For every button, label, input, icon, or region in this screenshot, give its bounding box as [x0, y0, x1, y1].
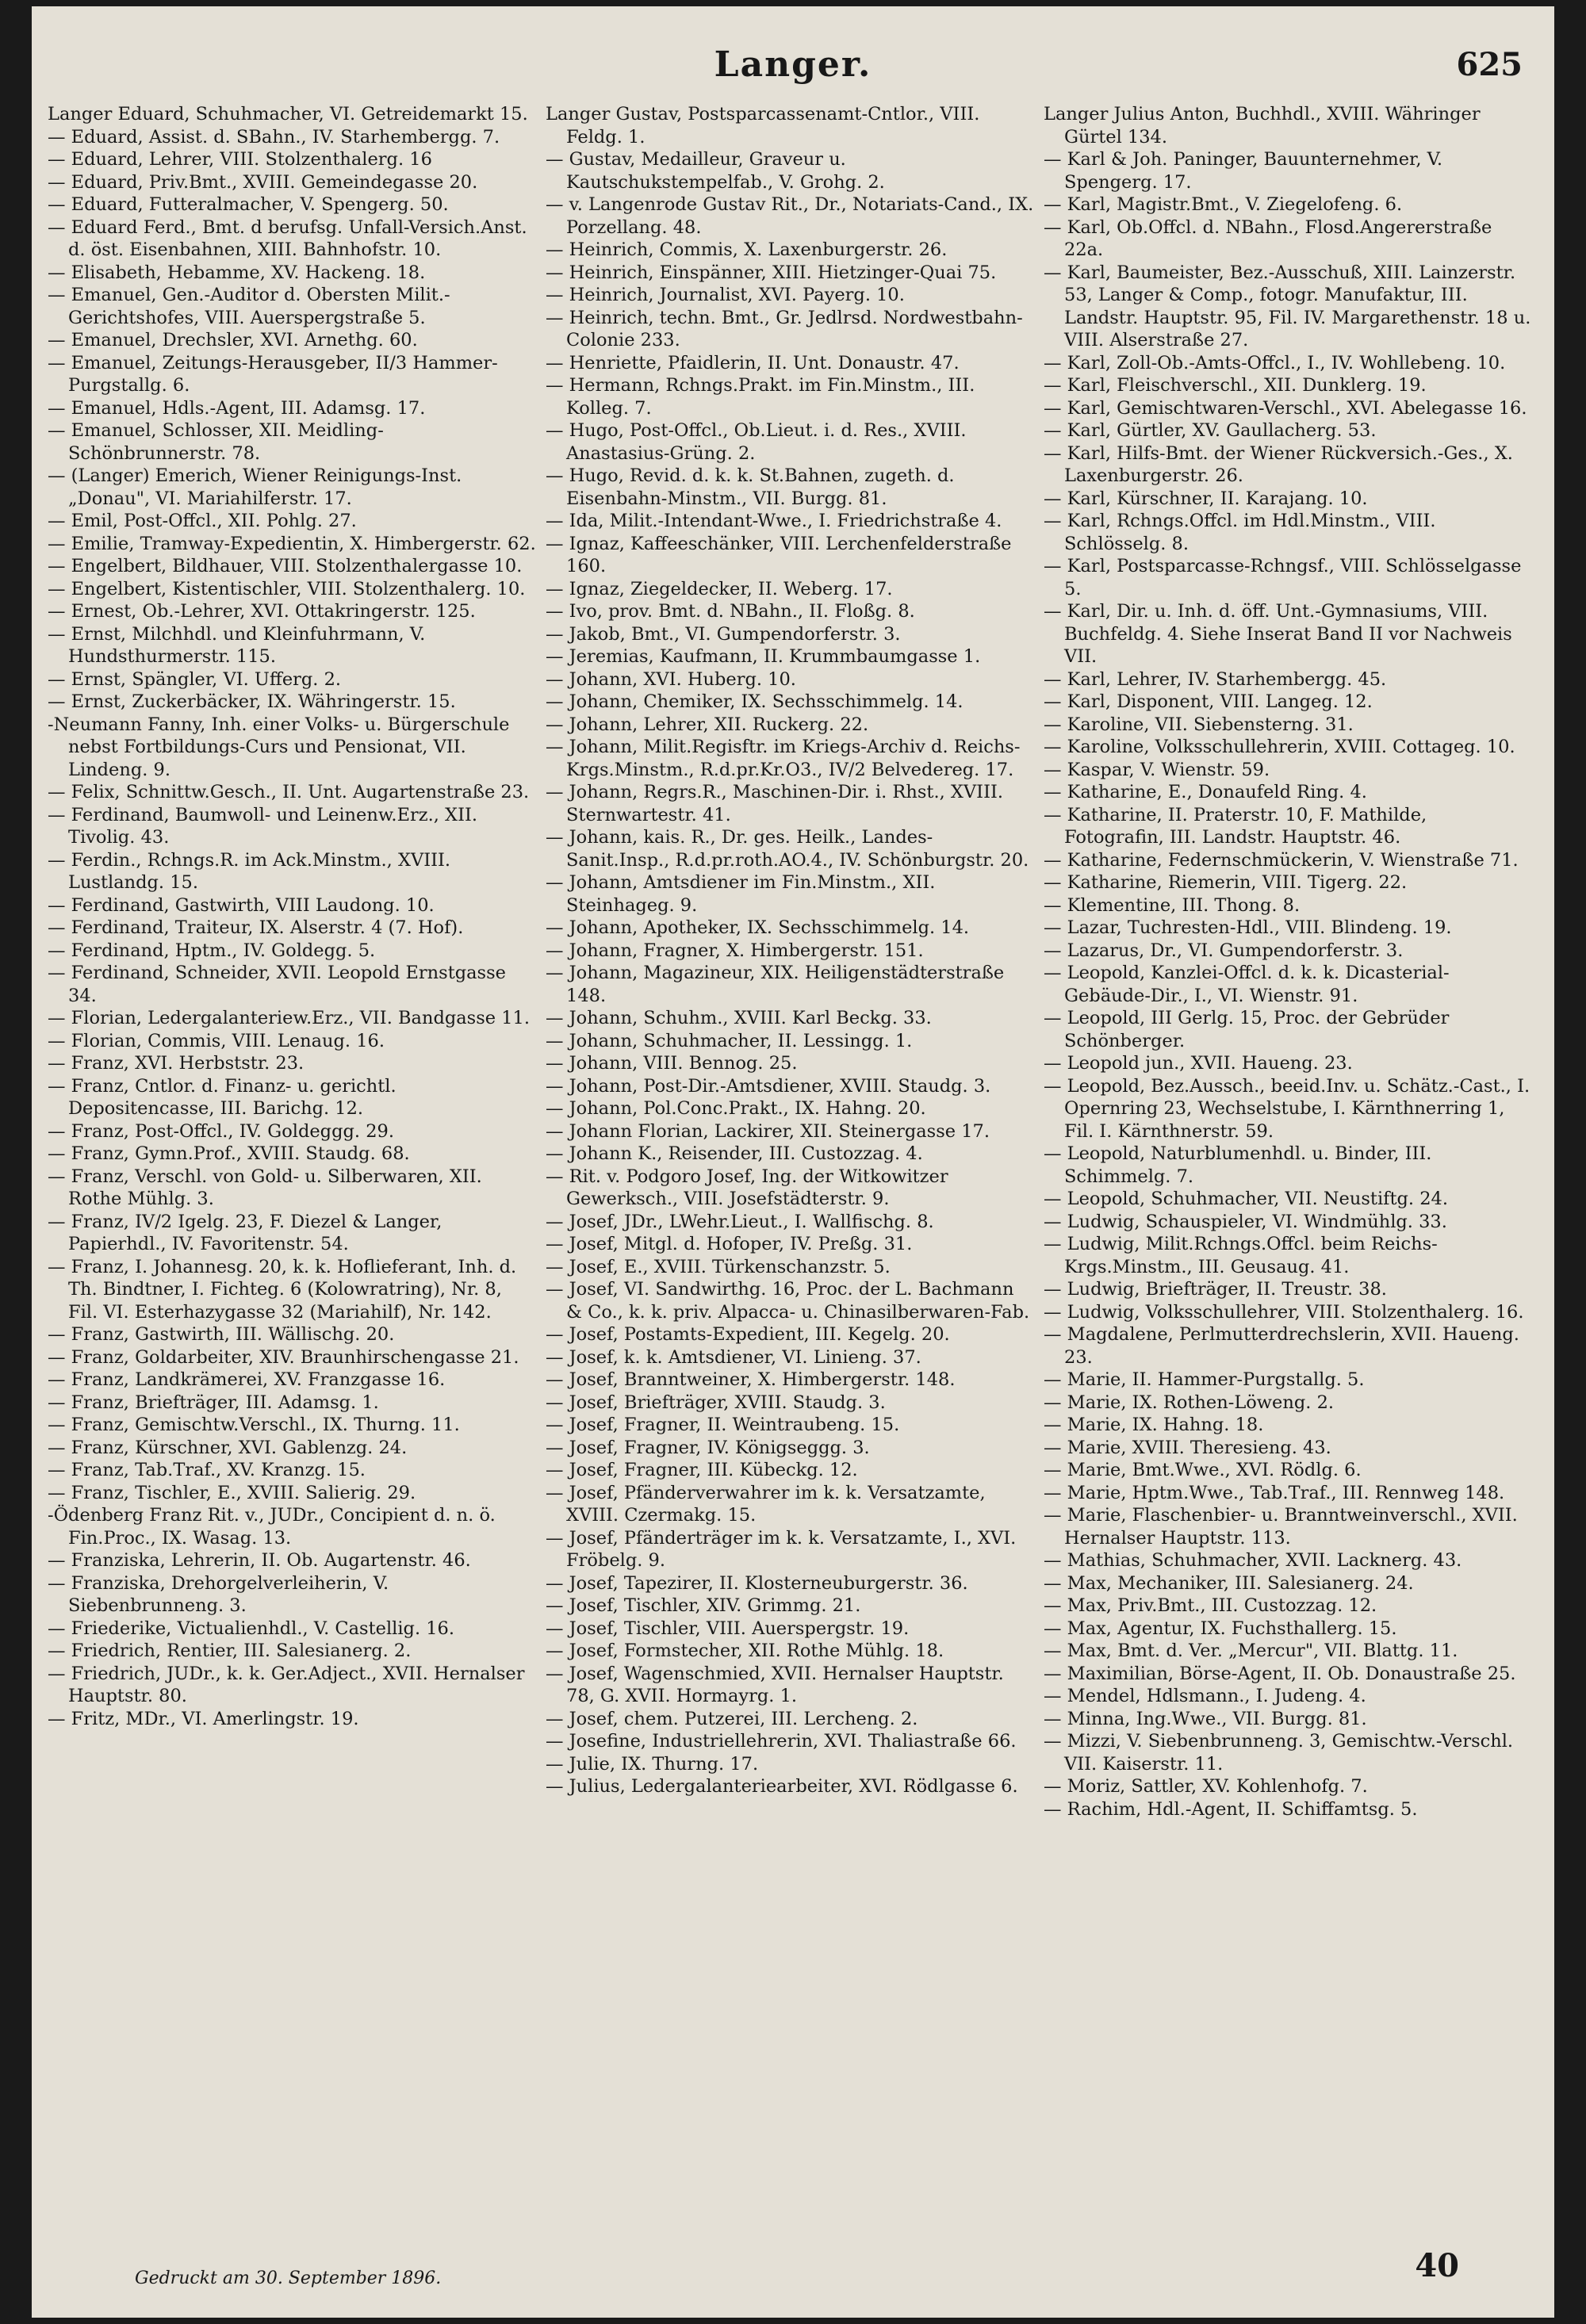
directory-entry: — Max, Agentur, IX. Fuchsthallerg. 15.	[1044, 1618, 1397, 1639]
directory-entry: — Johann, Fragner, X. Himbergerstr. 151.	[546, 940, 924, 961]
directory-entry: — Johann, Post-Dir.-Amtsdiener, XVIII. Staudg. 3.	[546, 1075, 991, 1097]
directory-entry: — Franz, XVI. Herbststr. 23.	[48, 1053, 305, 1074]
directory-entry: -Neumann Fanny, Inh. einer Volks- u. Bürgerschule nebst Fortbildungs-Curs und Pensionat, VII. Lindeng. 9.	[48, 714, 510, 780]
directory-entry: — Emilie, Tramway-Expedientin, X. Himbergerstr. 62.	[48, 533, 536, 554]
directory-entry: — Emanuel, Zeitungs-Herausgeber, II/3 Hammer-Purgstallg. 6.	[48, 352, 498, 396]
directory-entry: — Heinrich, Commis, X. Laxenburgerstr. 26.	[546, 239, 948, 260]
directory-entry: Langer Eduard, Schuhmacher, VI. Getreidemarkt 15.	[48, 104, 528, 124]
directory-entry: — Leopold, Bez.Aussch., beeid.Inv. u. Schätz.-Cast., I. Opernring 23, Wechselstube, I. Kärnthnerring 1, Fil. I. Kärnthnerstr. 59.	[1044, 1075, 1530, 1142]
directory-page	[32, 6, 1554, 2318]
directory-entry: — Leopold jun., XVII. Haueng. 23.	[1044, 1053, 1353, 1074]
directory-entry: — Johann, XVI. Huberg. 10.	[546, 668, 796, 690]
directory-entry: — Josef, Tischler, XIV. Grimmg. 21.	[546, 1595, 861, 1616]
directory-entry: — Josef, Wagenschmied, XVII. Hernalser Hauptstr. 78, G. XVII. Hormayrg. 1.	[546, 1663, 1004, 1706]
directory-entry: — Ferdin., Rchngs.R. im Ack.Minstm., XVIII. Lustlandg. 15.	[48, 849, 451, 893]
directory-entry: — Rit. v. Podgoro Josef, Ing. der Witkowitzer Gewerksch., VIII. Josefstädterstr. 9.	[546, 1166, 948, 1209]
directory-entry: — Karl, Kürschner, II. Karajang. 10.	[1044, 488, 1368, 509]
directory-entry: — Mendel, Hdlsmann., I. Judeng. 4.	[1044, 1686, 1366, 1706]
directory-entry: — Eduard, Priv.Bmt., XVIII. Gemeindegasse 20.	[48, 171, 478, 193]
directory-entry: — Franz, Gymn.Prof., XVIII. Staudg. 68.	[48, 1143, 410, 1164]
page-title: Langer.	[714, 44, 872, 85]
directory-entry: — Max, Bmt. d. Ver. „Mercur", VII. Blattg. 11.	[1044, 1641, 1458, 1661]
directory-entry: — Ferdinand, Traiteur, IX. Alserstr. 4 (7. Hof).	[48, 917, 464, 938]
directory-entry: — Friedrich, Rentier, III. Salesianerg. 2.	[48, 1641, 412, 1661]
directory-entry: — Kaspar, V. Wienstr. 59.	[1044, 759, 1270, 780]
directory-entry: — Johann K., Reisender, III. Custozzag. 4.	[546, 1143, 923, 1164]
directory-entry: — Emanuel, Hdls.-Agent, III. Adamsg. 17.	[48, 397, 426, 419]
directory-entry: — Ernst, Zuckerbäcker, IX. Währingerstr. 15.	[48, 691, 456, 712]
directory-entry: — Maximilian, Börse-Agent, II. Ob. Donaustraße 25.	[1044, 1663, 1516, 1684]
directory-entry: — Marie, IX. Rothen-Löweng. 2.	[1044, 1392, 1335, 1413]
directory-entry: — Emanuel, Gen.-Auditor d. Obersten Milit.-Gerichtshofes, VIII. Auerspergstraße 5.	[48, 285, 450, 328]
directory-entry: — Mathias, Schuhmacher, XVII. Lacknerg. 43.	[1044, 1550, 1462, 1571]
directory-entry: — Katharine, E., Donaufeld Ring. 4.	[1044, 782, 1367, 802]
directory-entry: — Leopold, Schuhmacher, VII. Neustiftg. 24.	[1044, 1189, 1449, 1209]
directory-entry: — Josef, Branntweiner, X. Himbergerstr. 148.	[546, 1369, 956, 1390]
directory-entry: — Ernst, Spängler, VI. Ufferg. 2.	[48, 668, 342, 690]
directory-entry: — Friederike, Victualienhdl., V. Castellig. 16.	[48, 1618, 455, 1639]
directory-entry: — Josef, Mitgl. d. Hofoper, IV. Preßg. 31.	[546, 1234, 913, 1254]
directory-entry: — Ignaz, Kaffeeschänker, VIII. Lerchenfelderstraße 160.	[546, 533, 1012, 576]
directory-entry: — Karl, Ob.Offcl. d. NBahn., Flosd.Angererstraße 22a.	[1044, 216, 1492, 260]
directory-entry: — Karl, Gürtler, XV. Gaullacherg. 53.	[1044, 420, 1377, 441]
directory-entry: — Ernst, Milchhdl. und Kleinfuhrmann, V. Hundsthurmerstr. 115.	[48, 623, 426, 667]
directory-entry: — Hugo, Revid. d. k. k. St.Bahnen, zugeth. d. Eisenbahn-Minstm., VII. Burgg. 81.	[546, 465, 955, 509]
directory-entry: — Karl, Gemischtwaren-Verschl., XVI. Abelegasse 16.	[1044, 397, 1527, 419]
directory-entry: — Felix, Schnittw.Gesch., II. Unt. Augartenstraße 23.	[48, 782, 530, 802]
directory-entry: Langer Julius Anton, Buchhdl., XVIII. Währinger Gürtel 134.	[1044, 104, 1481, 147]
directory-entry: — Karl, Hilfs-Bmt. der Wiener Rückversich.-Ges., X. Laxenburgerstr. 26.	[1044, 442, 1513, 486]
directory-entry: — Katharine, II. Praterstr. 10, F. Mathilde, Fotografin, III. Landstr. Hauptstr. 46.	[1044, 804, 1427, 848]
directory-entry: — Julius, Ledergalanteriearbeiter, XVI. Rödlgasse 6.	[546, 1776, 1018, 1797]
directory-entry: — Josef, Pfänderträger im k. k. Versatzamte, I., XVI. Fröbelg. 9.	[546, 1527, 1017, 1571]
directory-entry: — Ferdinand, Gastwirth, VIII Laudong. 10.	[48, 894, 435, 916]
directory-entry: — Franziska, Lehrerin, II. Ob. Augartenstr. 46.	[48, 1550, 471, 1571]
directory-entry: — Henriette, Pfaidlerin, II. Unt. Donaustr. 47.	[546, 352, 960, 373]
directory-entry: — Karl, Magistr.Bmt., V. Ziegelofeng. 6.	[1044, 194, 1403, 215]
directory-entry: — Josef, Tapezirer, II. Klosterneuburgerstr. 36.	[546, 1572, 968, 1594]
column-right	[1044, 103, 1532, 1821]
directory-entry: — Josef, Formstecher, XII. Rothe Mühlg. 18.	[546, 1641, 944, 1661]
directory-entry: — Karl, Lehrer, IV. Starhembergg. 45.	[1044, 668, 1387, 690]
directory-entry: — (Langer) Emerich, Wiener Reinigungs-Inst. „Donau", VI. Mariahilferstr. 17.	[48, 465, 462, 509]
directory-entry: — Karoline, VII. Siebensterng. 31.	[1044, 714, 1354, 735]
directory-entry: — Heinrich, Einspänner, XIII. Hietzinger-Quai 75.	[546, 262, 997, 283]
directory-entry: — Ida, Milit.-Intendant-Wwe., I. Friedrichstraße 4.	[546, 511, 1002, 531]
directory-entry: — Johann, Lehrer, XII. Ruckerg. 22.	[546, 714, 869, 735]
directory-entry: — Johann, Apotheker, IX. Sechsschimmelg. 14.	[546, 917, 970, 938]
directory-entry: — Heinrich, techn. Bmt., Gr. Jedlrsd. Nordwestbahn-Colonie 233.	[546, 307, 1023, 350]
directory-entry: — Rachim, Hdl.-Agent, II. Schiffamtsg. 5.	[1044, 1798, 1418, 1820]
directory-entry: — Josef, Tischler, VIII. Auerspergstr. 19.	[546, 1618, 910, 1639]
directory-entry: — Josef, Pfänderverwahrer im k. k. Versatzamte, XVIII. Czermakg. 15.	[546, 1482, 986, 1526]
directory-entry: — Fritz, MDr., VI. Amerlingstr. 19.	[48, 1708, 359, 1729]
directory-entry: — Josef, chem. Putzerei, III. Lercheng. 2.	[546, 1708, 918, 1729]
directory-entry: — Karl, Baumeister, Bez.-Ausschuß, XIII. Lainzerstr. 53, Langer & Comp., fotogr. Manufaktur, III. Landstr. Hauptstr. 95, Fil. IV. Margarethenstr. 18 u. VIII. Alserstraße 27.	[1044, 262, 1531, 350]
directory-entry: — Moriz, Sattler, XV. Kohlenhofg. 7.	[1044, 1776, 1368, 1797]
directory-entry: — Franz, Briefträger, III. Adamsg. 1.	[48, 1392, 379, 1413]
directory-entry: — Max, Mechaniker, III. Salesianerg. 24.	[1044, 1572, 1414, 1594]
directory-entry: — Jeremias, Kaufmann, II. Krummbaumgasse 1.	[546, 646, 981, 667]
directory-entry: — Lazarus, Dr., VI. Gumpendorferstr. 3.	[1044, 940, 1404, 961]
directory-entry: — Mizzi, V. Siebenbrunneng. 3, Gemischtw.-Verschl. VII. Kaiserstr. 11.	[1044, 1731, 1514, 1775]
directory-entry: — Florian, Commis, VIII. Lenaug. 16.	[48, 1030, 385, 1051]
directory-entry: — Johann Florian, Lackirer, XII. Steinergasse 17.	[546, 1120, 990, 1142]
directory-entry: — Johann, Magazineur, XIX. Heiligenstädterstraße 148.	[546, 963, 1005, 1006]
directory-entry: — Josef, VI. Sandwirthg. 16, Proc. der L. Bachmann & Co., k. k. priv. Alpacca- u. Chinasilberwaren-Fab.	[546, 1279, 1030, 1323]
directory-entry: — Franziska, Drehorgelverleiherin, V. Siebenbrunneng. 3.	[48, 1572, 389, 1616]
directory-entry: — Eduard, Assist. d. SBahn., IV. Starhembergg. 7.	[48, 126, 500, 147]
sheet-signature-mark: 40	[1415, 2247, 1459, 2284]
directory-entry: — Ernest, Ob.-Lehrer, XVI. Ottakringerstr. 125.	[48, 601, 476, 622]
directory-entry: — Johann, Pol.Conc.Prakt., IX. Hahng. 20.	[546, 1098, 926, 1119]
directory-entry: — Ivo, prov. Bmt. d. NBahn., II. Floßg. 8.	[546, 601, 915, 622]
directory-entry: — Magdalene, Perlmutterdrechslerin, XVII. Haueng. 23.	[1044, 1324, 1519, 1368]
directory-entry: — Franz, Tab.Traf., XV. Kranzg. 15.	[48, 1460, 366, 1480]
directory-entry: — Elisabeth, Hebamme, XV. Hackeng. 18.	[48, 262, 426, 283]
directory-entry: — Leopold, Kanzlei-Offcl. d. k. k. Dicasterial-Gebäude-Dir., I., VI. Wienstr. 91.	[1044, 963, 1450, 1006]
directory-entry: — Franz, Gastwirth, III. Wällischg. 20.	[48, 1324, 395, 1345]
column-left	[48, 103, 536, 1730]
directory-entry: — Josef, k. k. Amtsdiener, VI. Linieng. 37.	[546, 1346, 921, 1368]
directory-entry: — Hermann, Rchngs.Prakt. im Fin.Minstm., III. Kolleg. 7.	[546, 375, 975, 419]
directory-entry: — Eduard, Futteralmacher, V. Spengerg. 50.	[48, 194, 449, 215]
directory-entry: — Franz, Goldarbeiter, XIV. Braunhirschengasse 21.	[48, 1346, 519, 1368]
directory-entry: — Ludwig, Briefträger, II. Treustr. 38.	[1044, 1279, 1387, 1300]
directory-entry: — Johann, Schuhm., XVIII. Karl Beckg. 33.	[546, 1008, 932, 1028]
directory-entry: — Florian, Ledergalanteriew.Erz., VII. Bandgasse 11.	[48, 1008, 531, 1028]
directory-entry: — Heinrich, Journalist, XVI. Payerg. 10.	[546, 285, 905, 305]
directory-entry: — Josef, Fragner, III. Kübeckg. 12.	[546, 1460, 858, 1480]
directory-entry: — Friedrich, JUDr., k. k. Ger.Adject., XVII. Hernalser Hauptstr. 80.	[48, 1663, 525, 1706]
directory-entry: — Karl, Dir. u. Inh. d. öff. Unt.-Gymnasiums, VIII. Buchfeldg. 4. Siehe Inserat Band II vor Nachweis VII.	[1044, 601, 1512, 667]
directory-entry: — Karl, Zoll-Ob.-Amts-Offcl., I., IV. Wohllebeng. 10.	[1044, 352, 1506, 373]
directory-entry: — Karl, Disponent, VIII. Langeg. 12.	[1044, 691, 1373, 712]
directory-entry: — Gustav, Medailleur, Graveur u. Kautschukstempelfab., V. Grohg. 2.	[546, 149, 885, 193]
directory-entry: — Ferdinand, Schneider, XVII. Leopold Ernstgasse 34.	[48, 963, 506, 1006]
directory-entry: — Franz, IV/2 Igelg. 23, F. Diezel & Langer, Papierhdl., IV. Favoritenstr. 54.	[48, 1211, 442, 1254]
directory-entry: — Josef, Briefträger, XVIII. Staudg. 3.	[546, 1392, 886, 1413]
directory-entry: — Marie, Flaschenbier- u. Branntweinverschl., XVII. Hernalser Hauptstr. 113.	[1044, 1505, 1518, 1549]
directory-entry: — Ignaz, Ziegeldecker, II. Weberg. 17.	[546, 578, 893, 599]
directory-entry: — Klementine, III. Thong. 8.	[1044, 894, 1301, 916]
directory-entry: — Josef, E., XVIII. Türkenschanzstr. 5.	[546, 1256, 891, 1277]
directory-entry: — Hugo, Post-Offcl., Ob.Lieut. i. d. Res., XVIII. Anastasius-Grüng. 2.	[546, 420, 967, 464]
directory-entry: — Emanuel, Schlosser, XII. Meidling-Schönbrunnerstr. 78.	[48, 420, 384, 464]
directory-entry: — Katharine, Federnschmückerin, V. Wienstraße 71.	[1044, 849, 1519, 871]
directory-entry: — Engelbert, Kistentischler, VIII. Stolzenthalerg. 10.	[48, 578, 526, 599]
directory-entry: — Franz, Tischler, E., XVIII. Salierig. 29.	[48, 1482, 416, 1503]
page-number: 625	[1456, 46, 1523, 83]
print-date-note: Gedruckt am 30. September 1896.	[135, 2268, 442, 2288]
directory-entry: — Eduard Ferd., Bmt. d berufsg. Unfall-Versich.Anst. d. öst. Eisenbahnen, XIII. Bahnhofstr. 10.	[48, 216, 527, 260]
directory-entry: — Johann, Amtsdiener im Fin.Minstm., XII. Steinhageg. 9.	[546, 872, 936, 916]
directory-entry: — Ludwig, Schauspieler, VI. Windmühlg. 33.	[1044, 1211, 1447, 1232]
directory-entry: — Franz, Kürschner, XVI. Gablenzg. 24.	[48, 1437, 408, 1458]
directory-entry: — Johann, Schuhmacher, II. Lessingg. 1.	[546, 1030, 913, 1051]
directory-entry: — Marie, Hptm.Wwe., Tab.Traf., III. Rennweg 148.	[1044, 1482, 1505, 1503]
directory-entry: — Karl, Rchngs.Offcl. im Hdl.Minstm., VIII. Schlösselg. 8.	[1044, 511, 1436, 554]
directory-entry: — Max, Priv.Bmt., III. Custozzag. 12.	[1044, 1595, 1377, 1616]
directory-entry: — v. Langenrode Gustav Rit., Dr., Notariats-Cand., IX. Porzellang. 48.	[546, 194, 1034, 238]
directory-entry: — Franz, Post-Offcl., IV. Goldeggg. 29.	[48, 1120, 394, 1142]
directory-entry: Langer Gustav, Postsparcassenamt-Cntlor., VIII. Feldg. 1.	[546, 104, 980, 147]
directory-entry: — Johann, VIII. Bennog. 25.	[546, 1053, 798, 1074]
directory-entry: — Julie, IX. Thurng. 17.	[546, 1753, 759, 1775]
directory-entry: — Emil, Post-Offcl., XII. Pohlg. 27.	[48, 511, 357, 531]
directory-entry: — Karl, Postsparcasse-Rchngsf., VIII. Schlösselgasse 5.	[1044, 556, 1522, 599]
directory-entry: — Ferdinand, Baumwoll- und Leinenw.Erz., XII. Tivolig. 43.	[48, 804, 477, 848]
directory-entry: — Karl, Fleischverschl., XII. Dunklerg. 19.	[1044, 375, 1427, 396]
directory-entry: — Karl & Joh. Paninger, Bauunternehmer, V. Spengerg. 17.	[1044, 149, 1443, 193]
directory-entry: — Katharine, Riemerin, VIII. Tigerg. 22.	[1044, 872, 1408, 893]
directory-entry: — Leopold, Naturblumenhdl. u. Binder, III. Schimmelg. 7.	[1044, 1143, 1432, 1187]
directory-entry: — Eduard, Lehrer, VIII. Stolzenthalerg. 16	[48, 149, 432, 170]
directory-entry: — Franz, Gemischtw.Verschl., IX. Thurng. 11.	[48, 1415, 460, 1435]
directory-entry: — Ludwig, Milit.Rchngs.Offcl. beim Reichs-Krgs.Minstm., III. Geusaug. 41.	[1044, 1234, 1438, 1277]
directory-entry: — Johann, Chemiker, IX. Sechsschimmelg. 14.	[546, 691, 963, 712]
directory-entry: — Ferdinand, Hptm., IV. Goldegg. 5.	[48, 940, 376, 961]
directory-entry: — Johann, Milit.Regisftr. im Kriegs-Archiv d. Reichs-Krgs.Minstm., R.d.pr.Kr.O3., IV/2 Belvedereg. 17.	[546, 737, 1021, 780]
directory-entry: — Jakob, Bmt., VI. Gumpendorferstr. 3.	[546, 623, 901, 645]
directory-entry: — Josef, Fragner, II. Weintraubeng. 15.	[546, 1415, 900, 1435]
directory-entry: — Ludwig, Volksschullehrer, VIII. Stolzenthalerg. 16.	[1044, 1301, 1524, 1323]
directory-entry: — Josef, Fragner, IV. Königseggg. 3.	[546, 1437, 870, 1458]
directory-entry: — Marie, II. Hammer-Purgstallg. 5.	[1044, 1369, 1365, 1390]
directory-entry: — Franz, Verschl. von Gold- u. Silberwaren, XII. Rothe Mühlg. 3.	[48, 1166, 482, 1209]
directory-entry: — Franz, I. Johannesg. 20, k. k. Hoflieferant, Inh. d. Th. Bindtner, I. Fichteg. 6 (Kolowratring), Nr. 8, Fil. VI. Esterhazygasse 32 (Mariahilf), Nr. 142.	[48, 1256, 517, 1323]
directory-entry: — Karoline, Volksschullehrerin, XVIII. Cottageg. 10.	[1044, 737, 1515, 757]
directory-entry: — Josef, Postamts-Expedient, III. Kegelg. 20.	[546, 1324, 950, 1345]
directory-entry: — Franz, Cntlor. d. Finanz- u. gerichtl. Depositencasse, III. Barichg. 12.	[48, 1075, 396, 1119]
directory-entry: — Marie, XVIII. Theresieng. 43.	[1044, 1437, 1331, 1458]
directory-entry: — Josefine, Industriellehrerin, XVI. Thaliastraße 66.	[546, 1731, 1017, 1752]
directory-entry: — Johann, kais. R., Dr. ges. Heilk., Landes-Sanit.Insp., R.d.pr.roth.AO.4., IV. Schönburgstr. 20.	[546, 827, 1029, 871]
directory-entry: — Minna, Ing.Wwe., VII. Burgg. 81.	[1044, 1708, 1367, 1729]
directory-entry: — Emanuel, Drechsler, XVI. Arnethg. 60.	[48, 330, 418, 350]
directory-entry: — Franz, Landkrämerei, XV. Franzgasse 16.	[48, 1369, 446, 1390]
directory-entry: — Marie, IX. Hahng. 18.	[1044, 1415, 1264, 1435]
directory-entry: — Johann, Regrs.R., Maschinen-Dir. i. Rhst., XVIII. Sternwartestr. 41.	[546, 782, 1003, 825]
directory-entry: — Leopold, III Gerlg. 15, Proc. der Gebrüder Schönberger.	[1044, 1008, 1450, 1051]
directory-entry: — Engelbert, Bildhauer, VIII. Stolzenthalergasse 10.	[48, 556, 523, 576]
directory-entry: — Josef, JDr., LWehr.Lieut., I. Wallfischg. 8.	[546, 1211, 934, 1232]
page-header	[32, 44, 1554, 89]
directory-entry: — Lazar, Tuchresten-Hdl., VIII. Blindeng. 19.	[1044, 917, 1452, 938]
column-middle	[546, 103, 1034, 1798]
directory-entry: — Marie, Bmt.Wwe., XVI. Rödlg. 6.	[1044, 1460, 1362, 1480]
directory-entry: -Ödenberg Franz Rit. v., JUDr., Concipient d. n. ö. Fin.Proc., IX. Wasag. 13.	[48, 1505, 496, 1549]
